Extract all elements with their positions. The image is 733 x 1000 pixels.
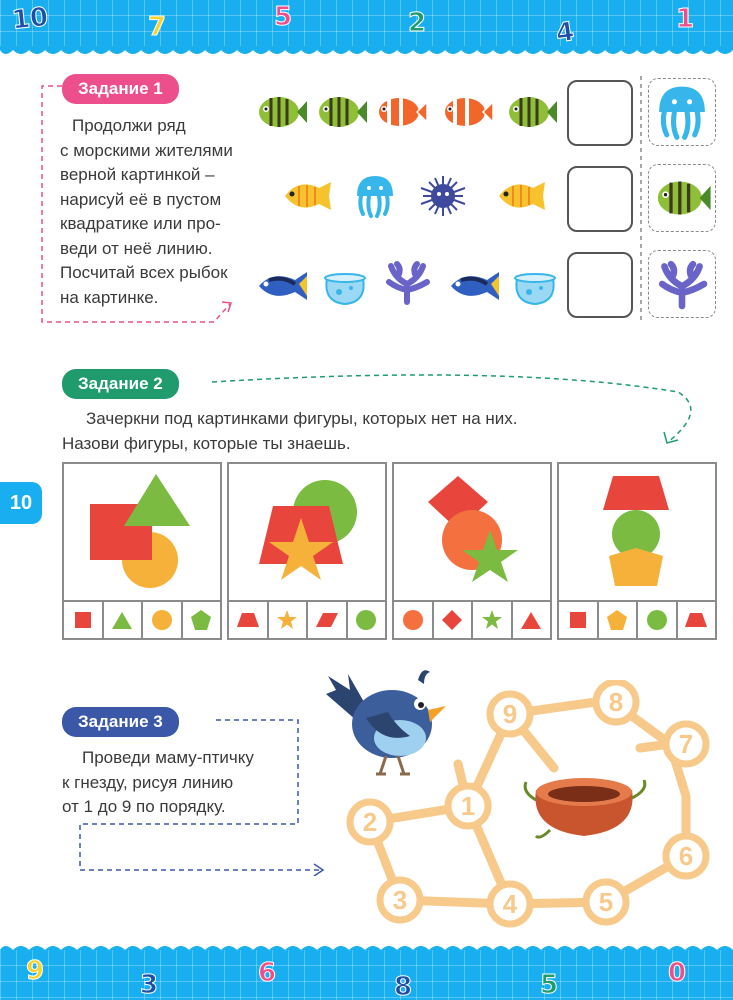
maze-label-4: 4: [502, 889, 518, 919]
maze-label-9: 9: [502, 699, 518, 729]
maze-label-2: 2: [362, 807, 378, 837]
green-circle-icon: [646, 609, 668, 631]
answer-cell[interactable]: [559, 602, 599, 638]
footer-number-1: 9: [26, 956, 45, 986]
jellyfish-image: [357, 176, 393, 216]
task2-line-2: Назови фигуры, которые ты знаешь.: [62, 433, 351, 453]
answer-square-1[interactable]: [567, 80, 633, 146]
header-number-3: 5: [274, 2, 293, 32]
shape-panel-4: [557, 462, 717, 640]
fishbowl-image: [515, 274, 555, 304]
maze-label-3: 3: [392, 885, 408, 915]
answer-cell[interactable]: [183, 602, 221, 638]
answer-cell[interactable]: [513, 602, 551, 638]
orange-pentagon-icon: [606, 609, 628, 631]
panel-4-figure: [559, 464, 715, 600]
orange-circle-icon: [402, 609, 424, 631]
clownfish-image: [445, 98, 493, 126]
yellow-fish-image: [499, 182, 545, 210]
green-fish-image: [649, 165, 715, 231]
answer-cell[interactable]: [599, 602, 639, 638]
coral-image: [649, 251, 715, 317]
footer-number-4: 8: [394, 972, 413, 1000]
header-number-1: 10: [10, 2, 50, 36]
green-triangle-icon: [111, 610, 133, 630]
task1-line-4: нарисуй её в пустом: [60, 189, 222, 209]
task1-line-3: верной картинкой –: [60, 165, 215, 184]
red-triangle-icon: [520, 610, 542, 630]
top-decor-band: [0, 0, 733, 50]
top-wave-edge: [0, 46, 733, 58]
answer-cell[interactable]: [269, 602, 309, 638]
orange-circle-icon: [151, 609, 173, 631]
maze-label-6: 6: [678, 841, 694, 871]
header-number-5: 4: [554, 16, 577, 50]
task1-line-6: веди от неё линию.: [60, 238, 213, 258]
task3-line-2: к гнезду, рисуя линию: [62, 772, 234, 792]
header-number-4: 2: [408, 8, 427, 38]
task3-label: Задание 3: [62, 707, 179, 737]
maze-label-8: 8: [608, 687, 624, 717]
answer-cell[interactable]: [229, 602, 269, 638]
nest-image: [525, 778, 645, 837]
yellow-fish-image: [285, 182, 331, 210]
bottom-decor-band: [0, 950, 733, 1000]
task1-line-8: на картинке.: [60, 287, 159, 307]
blue-tang-fish-image: [259, 272, 307, 300]
panel-2-answer-strip: [229, 600, 385, 638]
task2-instructions: [62, 407, 662, 456]
task3-line-1: Проведи маму-птичку: [82, 748, 254, 767]
answer-cell[interactable]: [394, 602, 434, 638]
red-diamond-icon: [441, 609, 463, 631]
option-fish-box[interactable]: [648, 164, 716, 232]
coral-image: [389, 264, 427, 302]
number-path-maze: [340, 680, 722, 942]
red-trapezoid-icon: [684, 611, 708, 629]
answer-cell[interactable]: [678, 602, 716, 638]
answer-cell[interactable]: [473, 602, 513, 638]
task1-line-2: с морскими жителями: [60, 140, 233, 160]
task1-line-5: квадратике или про-: [60, 214, 221, 233]
answer-cell[interactable]: [104, 602, 144, 638]
answer-cell[interactable]: [64, 602, 104, 638]
sea-creature-rows: [255, 78, 565, 318]
maze-label-5: 5: [598, 887, 614, 917]
task3-line-3: от 1 до 9 по порядку.: [62, 797, 226, 816]
red-square-icon: [568, 610, 588, 630]
divider-dashed-line: [639, 76, 643, 322]
green-fish-image: [319, 97, 367, 127]
shape-panel-3: [392, 462, 552, 640]
green-fish-image: [259, 97, 307, 127]
page-number-tab: 10: [0, 482, 42, 524]
footer-number-2: 3: [140, 970, 159, 1000]
answer-cell[interactable]: [348, 602, 386, 638]
green-circle-icon: [355, 609, 377, 631]
orange-star-icon: [276, 609, 298, 631]
answer-cell[interactable]: [308, 602, 348, 638]
panel-4-answer-strip: [559, 600, 715, 638]
task2-label: Задание 2: [62, 369, 179, 399]
answer-cell[interactable]: [434, 602, 474, 638]
footer-number-5: 5: [540, 970, 559, 1000]
answer-cell[interactable]: [638, 602, 678, 638]
fishbowl-image: [325, 274, 365, 304]
red-trapezoid-icon: [236, 611, 260, 629]
answer-cell[interactable]: [143, 602, 183, 638]
header-number-2: 7: [148, 12, 167, 42]
jellyfish-image: [649, 79, 715, 145]
panel-2-figure: [229, 464, 385, 600]
task1-line-7: Посчитай всех рыбок: [60, 263, 228, 282]
panel-1-answer-strip: [64, 600, 220, 638]
clownfish-image: [379, 98, 427, 126]
shape-panel-2: [227, 462, 387, 640]
option-coral-box[interactable]: [648, 250, 716, 318]
footer-number-3: 6: [258, 958, 277, 988]
answer-square-3[interactable]: [567, 252, 633, 318]
green-star-icon: [481, 609, 503, 631]
task2-line-1: Зачеркни под картинками фигуры, которых нет на них.: [86, 409, 518, 428]
maze-label-1: 1: [460, 791, 476, 821]
panel-3-figure: [394, 464, 550, 600]
task1-line-1: Продолжи ряд: [72, 116, 186, 135]
footer-number-6: 0: [668, 958, 687, 988]
red-square-icon: [73, 610, 93, 630]
shape-panel-1: [62, 462, 222, 640]
blue-tang-fish-image: [451, 272, 499, 300]
sea-urchin-image: [421, 176, 465, 216]
green-pentagon-icon: [190, 609, 212, 631]
red-parallelogram-icon: [315, 611, 339, 629]
panel-3-answer-strip: [394, 600, 550, 638]
task3-instructions: [62, 746, 302, 820]
task1-label: Задание 1: [62, 74, 179, 104]
task1-instructions: [60, 114, 260, 310]
answer-square-2[interactable]: [567, 166, 633, 232]
maze-label-7: 7: [678, 729, 694, 759]
green-fish-image: [509, 97, 557, 127]
header-number-6: 1: [676, 4, 695, 34]
panel-1-figure: [64, 464, 220, 600]
option-jellyfish-box[interactable]: [648, 78, 716, 146]
